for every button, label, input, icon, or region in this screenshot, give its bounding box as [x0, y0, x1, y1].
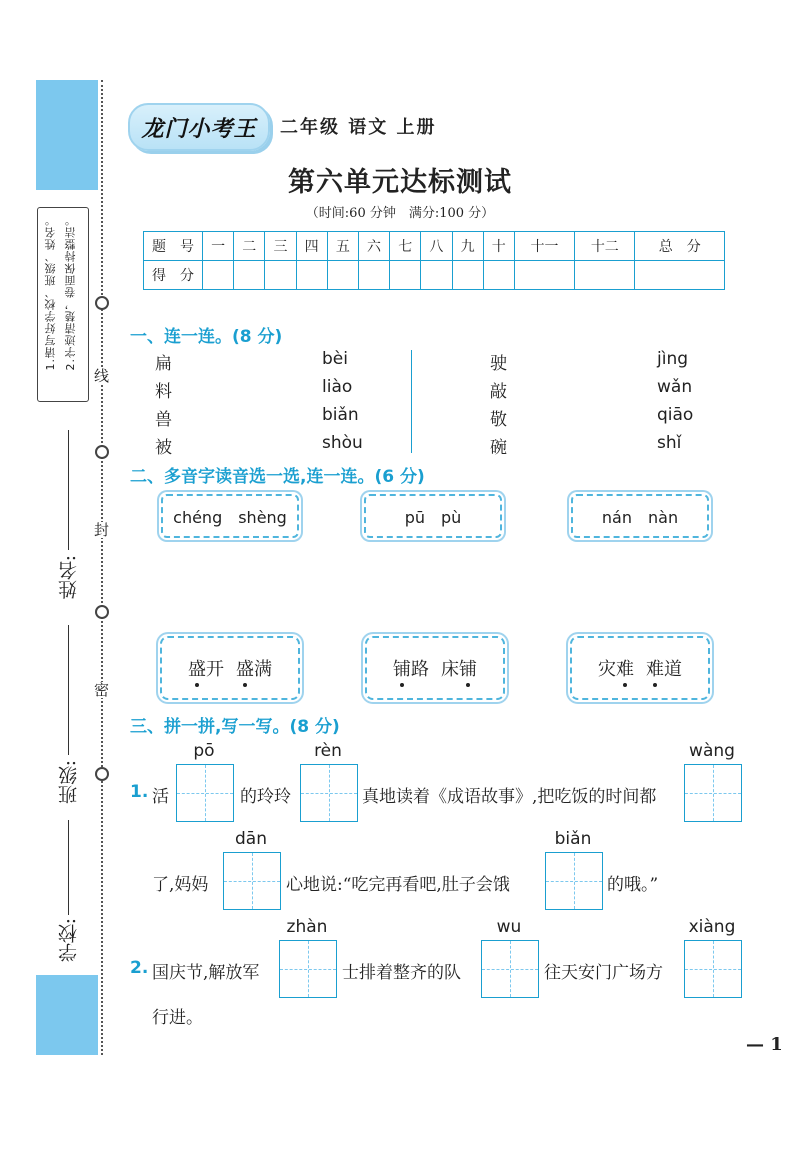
score-cell[interactable] [421, 261, 452, 290]
binding-dotted-line [101, 80, 103, 1055]
score-col: 十二 [575, 232, 635, 261]
word: 灾难 [598, 659, 634, 680]
school-underline [68, 820, 69, 915]
question-number: 2. [130, 958, 149, 978]
match-right-pinyin: shǐ [657, 433, 682, 453]
pinyin-box: nán nàn [571, 494, 709, 538]
match-right-pinyin: wǎn [657, 377, 693, 397]
score-table [143, 231, 725, 290]
class-label: 班级: [58, 760, 80, 805]
score-table-score-row [144, 261, 725, 290]
binding-strip-bottom [36, 975, 98, 1055]
class-underline [68, 625, 69, 755]
section-3-title: 三、拼一拼,写一写。(8 分) [130, 717, 340, 737]
binding-ring [95, 445, 109, 459]
match-left-char: 被 [155, 438, 172, 458]
match-right-pinyin: qiāo [657, 405, 694, 425]
question-text: 的哦。” [607, 875, 659, 895]
brand-logo: 龙门小考王 [128, 103, 270, 151]
score-cell[interactable] [452, 261, 483, 290]
match-left-char: 兽 [155, 410, 172, 430]
question-text: 行进。 [152, 1008, 203, 1028]
score-col: 七 [390, 232, 421, 261]
pinyin-hint: wàng [689, 741, 735, 761]
match-left-pinyin: liào [322, 377, 353, 397]
write-box[interactable] [279, 940, 337, 998]
score-col: 六 [358, 232, 389, 261]
score-col-total: 总 分 [635, 232, 725, 261]
write-box[interactable] [684, 940, 742, 998]
score-cell[interactable] [575, 261, 635, 290]
pinyin-box: chéng shèng [161, 494, 299, 538]
match-right-char: 敬 [490, 410, 507, 430]
word: 盛满 [236, 659, 272, 680]
question-text: 活 [152, 787, 169, 807]
write-box[interactable] [481, 940, 539, 998]
page-title: 第六单元达标测试 [288, 167, 512, 198]
pinyin-hint: wu [496, 917, 522, 937]
pinyin-hint: biǎn [554, 829, 592, 849]
score-col: 八 [421, 232, 452, 261]
match-right-pinyin: jìng [657, 349, 689, 369]
grade-subject: 二年级 语文 上册 [280, 117, 437, 138]
notice-box [37, 207, 89, 402]
match-right-char: 碗 [490, 438, 507, 458]
word-box [570, 636, 710, 700]
section-1-title: 一、连一连。(8 分) [130, 327, 283, 347]
score-cell[interactable] [296, 261, 327, 290]
question-text: 心地说:“吃完再看吧,肚子会饿 [286, 875, 510, 895]
notice-line-1: 1.请写好学校、班级、姓名。 [44, 214, 57, 371]
score-col: 三 [265, 232, 296, 261]
score-cell-total[interactable] [635, 261, 725, 290]
question-text: 往天安门广场方 [544, 963, 663, 983]
pinyin-hint: xiàng [688, 917, 736, 937]
cut-mark-seal: 封 [94, 521, 110, 539]
write-box[interactable] [223, 852, 281, 910]
school-label: 学校: [58, 918, 80, 963]
score-cell[interactable] [265, 261, 296, 290]
section-2-title: 二、多音字读音选一选,连一连。(6 分) [130, 467, 425, 487]
score-row-label: 得 分 [144, 261, 203, 290]
pinyin-hint: dān [235, 829, 267, 849]
question-text: 真地读着《成语故事》,把吃饭的时间都 [362, 787, 657, 807]
score-col: 二 [234, 232, 265, 261]
word-box [365, 636, 505, 700]
cut-mark-secret: 密 [94, 681, 110, 699]
score-cell[interactable] [483, 261, 514, 290]
name-label: 姓名: [58, 555, 80, 600]
word: 床铺 [441, 659, 477, 680]
match-right-char: 驶 [490, 354, 507, 374]
score-col: 十一 [514, 232, 574, 261]
word: 铺路 [393, 659, 429, 680]
score-col: 五 [327, 232, 358, 261]
match-left-pinyin: bèi [322, 349, 348, 369]
cut-mark-line: 线 [94, 367, 110, 385]
pinyin-hint: pō [193, 741, 215, 761]
match-left-pinyin: shòu [322, 433, 363, 453]
binding-ring [95, 296, 109, 310]
match-left-char: 扁 [155, 354, 172, 374]
score-cell[interactable] [514, 261, 574, 290]
exam-info: （时间:60 分钟 满分:100 分） [305, 206, 495, 221]
question-text: 的玲玲 [240, 787, 291, 807]
score-table-header-row [144, 232, 725, 261]
column-divider [411, 350, 412, 453]
question-number: 1. [130, 782, 149, 802]
score-col: 九 [452, 232, 483, 261]
name-underline [68, 430, 69, 550]
score-col: 四 [296, 232, 327, 261]
score-cell[interactable] [234, 261, 265, 290]
word: 难道 [646, 659, 682, 680]
pinyin-hint: rèn [314, 741, 342, 761]
word: 盛开 [188, 659, 224, 680]
score-col: 十 [483, 232, 514, 261]
score-cell[interactable] [327, 261, 358, 290]
score-cell[interactable] [358, 261, 389, 290]
match-left-char: 料 [155, 382, 172, 402]
notice-line-2: 2.字迹清楚，卷面保持整洁。 [64, 214, 77, 371]
binding-ring [95, 605, 109, 619]
page-number: — 1 [746, 1034, 783, 1055]
match-right-char: 敲 [490, 382, 507, 402]
write-box[interactable] [176, 764, 234, 822]
score-table-label: 题 号 [144, 232, 203, 261]
binding-ring [95, 767, 109, 781]
write-box[interactable] [545, 852, 603, 910]
pinyin-hint: zhàn [286, 917, 328, 937]
question-text: 士排着整齐的队 [342, 963, 461, 983]
word-box [160, 636, 300, 700]
match-left-pinyin: biǎn [322, 405, 359, 425]
question-text: 国庆节,解放军 [152, 963, 260, 983]
write-box[interactable] [684, 764, 742, 822]
score-col: 一 [203, 232, 234, 261]
score-cell[interactable] [390, 261, 421, 290]
write-box[interactable] [300, 764, 358, 822]
pinyin-box: pū pù [364, 494, 502, 538]
question-text: 了,妈妈 [152, 875, 209, 895]
score-cell[interactable] [203, 261, 234, 290]
